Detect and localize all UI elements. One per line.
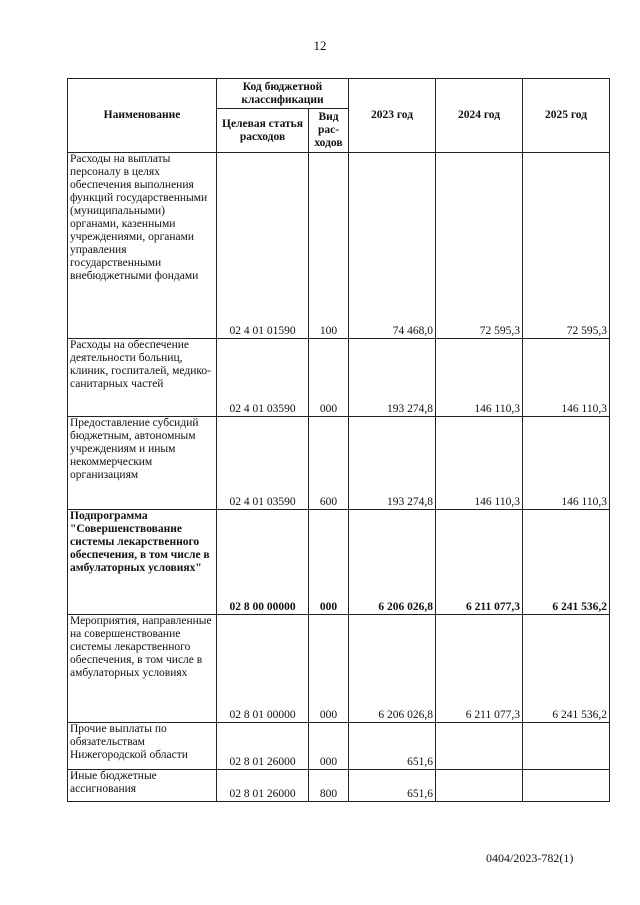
row-code: 02 8 00 00000 [217,510,309,615]
row-value-2023: 6 206 026,8 [349,510,436,615]
table-row [68,153,610,339]
row-value-2025: 6 241 536,2 [523,510,610,615]
row-code: 02 8 01 26000 [217,770,309,802]
row-value-2025 [523,770,610,802]
row-value-2025: 6 241 536,2 [523,615,610,723]
row-kind: 000 [309,510,349,615]
row-value-2024: 146 110,3 [436,339,523,417]
row-name: Расходы на выплаты персоналу в целях обеспечения выполнения функций государственными (муниципальными) органами, казенными учреждениями, органами управления государственными внебюджетными фондами [68,153,217,339]
row-value-2025: 146 110,3 [523,417,610,510]
row-code: 02 4 01 03590 [217,417,309,510]
page-number: 12 [313,38,327,53]
row-value-2025: 72 595,3 [523,153,610,339]
table-row [68,339,610,417]
row-value-2025 [523,723,610,770]
header-code-group: Код бюджетной классификации [217,79,349,109]
row-value-2024 [436,723,523,770]
row-value-2024: 6 211 077,3 [436,510,523,615]
table-row-subprogram [68,510,610,615]
table-row [68,417,610,510]
row-kind: 000 [309,339,349,417]
row-value-2023: 651,6 [349,723,436,770]
header-2025: 2025 год [523,79,610,153]
budget-table [67,78,610,802]
row-kind: 000 [309,723,349,770]
row-name: Иные бюджетные ассигнования [68,770,217,802]
row-value-2023: 193 274,8 [349,417,436,510]
header-expense-type: Вид рас-ходов [309,109,349,153]
row-value-2024: 72 595,3 [436,153,523,339]
table-row [68,615,610,723]
row-code: 02 8 01 00000 [217,615,309,723]
table-row [68,770,610,802]
row-kind: 000 [309,615,349,723]
row-code: 02 4 01 01590 [217,153,309,339]
row-code: 02 4 01 03590 [217,339,309,417]
table-row [68,723,610,770]
row-code: 02 8 01 26000 [217,723,309,770]
row-kind: 100 [309,153,349,339]
header-2024: 2024 год [436,79,523,153]
row-value-2025: 146 110,3 [523,339,610,417]
row-value-2024 [436,770,523,802]
row-kind: 600 [309,417,349,510]
row-kind: 800 [309,770,349,802]
row-value-2023: 651,6 [349,770,436,802]
row-value-2023: 6 206 026,8 [349,615,436,723]
row-value-2023: 74 468,0 [349,153,436,339]
document-number: 0404/2023-782(1) [486,851,574,865]
row-value-2023: 193 274,8 [349,339,436,417]
row-name: Прочие выплаты по обязательствам Нижегородской области [68,723,217,770]
header-2023: 2023 год [349,79,436,153]
row-name: Подпрограмма "Совершенствование системы лекарственного обеспечения, в том числе в амбулаторных условиях" [68,510,217,615]
header-target-article: Целевая статья расходов [217,109,309,153]
row-value-2024: 146 110,3 [436,417,523,510]
header-name: Наименование [68,79,217,153]
row-name: Предоставление субсидий бюджетным, автономным учреждениям и иным некоммерческим организациям [68,417,217,510]
row-name: Расходы на обеспечение деятельности больниц, клиник, госпиталей, медико-санитарных частей [68,339,217,417]
row-name: Мероприятия, направленные на совершенствование системы лекарственного обеспечения, в том числе в амбулаторных условиях [68,615,217,723]
row-value-2024: 6 211 077,3 [436,615,523,723]
